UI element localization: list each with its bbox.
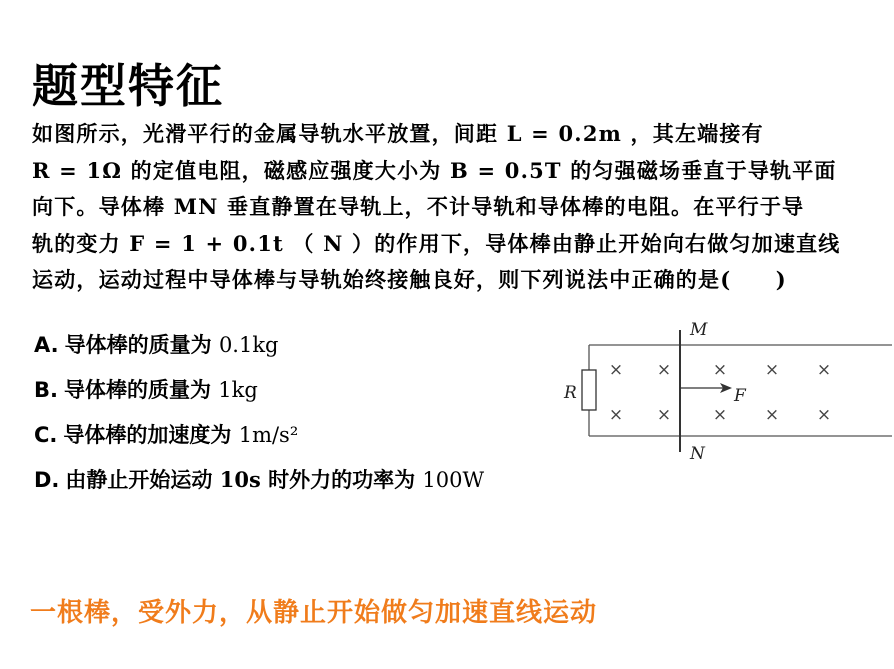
field-cross: ×: [764, 405, 780, 425]
circuit-diagram: [552, 318, 892, 468]
field-cross: ×: [712, 405, 728, 425]
option-letter: B.: [34, 378, 58, 402]
option-value: 100W: [422, 468, 485, 492]
problem-line: 向下。导体棒 MN 垂直静置在导轨上，不计导轨和导体棒的电阻。在平行于导: [32, 194, 805, 219]
option-c[interactable]: [34, 412, 484, 457]
problem-line: 轨的变力 F = 1 + 0.1t （ N ）的作用下，导体棒由静止开始向右做匀加速直线: [32, 230, 841, 256]
field-cross: ×: [816, 360, 832, 380]
option-text: 导体棒的质量为: [64, 332, 219, 357]
magnetic-field-marks: [609, 360, 831, 425]
page-title: 题型特征: [32, 59, 224, 113]
resistor: [582, 370, 596, 410]
field-cross: ×: [764, 360, 780, 380]
label-f: F: [734, 386, 746, 406]
summary-note: 一根棒，受外力，从静止开始做匀加速直线运动: [30, 598, 598, 628]
label-r: R: [564, 383, 577, 403]
option-letter: D.: [34, 468, 60, 492]
option-value: 1kg: [218, 378, 258, 402]
answer-options: [34, 322, 484, 502]
field-cross: ×: [608, 360, 624, 380]
problem-line: 运动，运动过程中导体棒与导轨始终接触良好，则下列说法中正确的是( ): [32, 267, 787, 292]
field-cross: ×: [816, 405, 832, 425]
problem-statement: [32, 116, 888, 299]
field-cross: ×: [656, 405, 672, 425]
option-letter: C.: [34, 423, 58, 447]
option-value: 0.1kg: [218, 333, 279, 357]
field-cross: ×: [712, 360, 728, 380]
option-value: 1m/s²: [238, 423, 299, 447]
field-cross: ×: [656, 360, 672, 380]
option-a[interactable]: [34, 322, 484, 367]
option-d[interactable]: [34, 457, 484, 502]
option-b[interactable]: [34, 367, 484, 412]
option-text: 导体棒的加速度为: [63, 422, 239, 447]
problem-line: 如图所示，光滑平行的金属导轨水平放置，间距 L = 0.2m ，其左端接有: [32, 121, 764, 146]
problem-line: R = 1Ω 的定值电阻，磁感应强度大小为 B = 0.5T 的匀强磁场垂直于导轨平面: [32, 157, 837, 183]
option-text: 由静止开始运动 10s 时外力的功率为: [65, 467, 423, 492]
option-text: 导体棒的质量为: [63, 377, 219, 402]
label-n: N: [690, 444, 705, 464]
option-letter: A.: [34, 333, 59, 357]
label-m: M: [690, 320, 708, 340]
field-cross: ×: [608, 405, 624, 425]
